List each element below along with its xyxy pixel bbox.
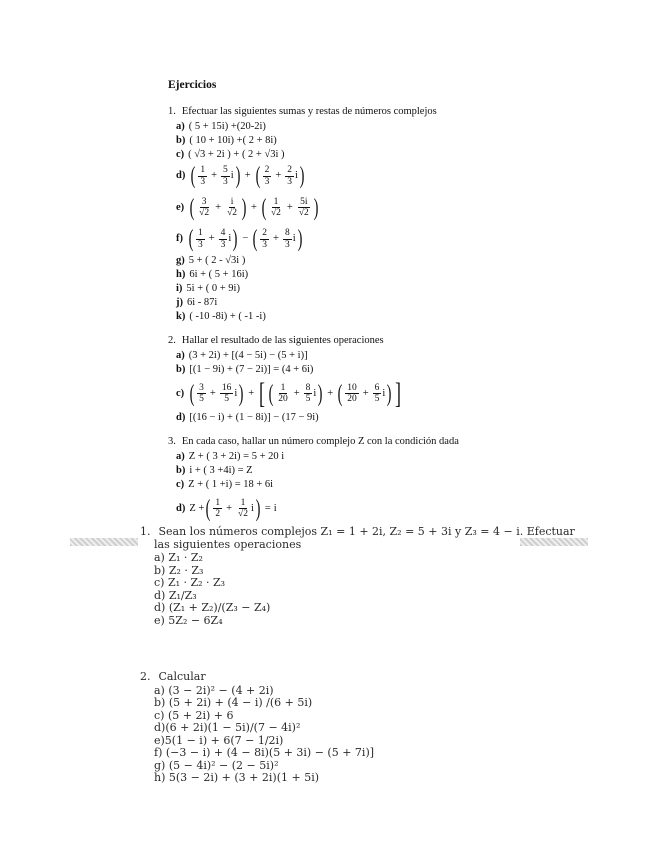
question-2: 2. Hallar el resultado de las siguientes operaciones a) (3 + 2i) + [(4 − 5i) − (5 + i)] b) [(1 − 9i) + (7 − 2i)] = (4 + 6i) c) ( $\frac{3}{5}$ + $\frac{16}{5}$ i ) + [ ( $\frac{1}{20}$ + $\frac{8}{5}$ i ) + ( $\frac{10}{20}$ + $\frac{6}{5}$ i ) ] d) [(16 − i) + (1 − 8i)] − (17 − 9i): [168, 335, 459, 424]
question-text: Efectuar las siguientes sumas y restas de números complejos: [181, 106, 437, 118]
list-item: g) (5 − 4i)² − (2 − 5i)²: [154, 758, 279, 772]
exercises-section: [168, 79, 459, 537]
question-2: 2. Calcular: [140, 670, 206, 684]
list-item: e)5(1 − i) + 6(7 − 1/2i): [154, 733, 284, 747]
item-j: j) 6i - 87i: [176, 296, 218, 308]
question-number: 1.: [168, 106, 176, 118]
question-1: [168, 106, 459, 323]
item-b: b) i + ( 3 +4i) = Z: [176, 464, 253, 476]
item-a: a) (3 + 2i) + [(4 − 5i) − (5 + i)]: [176, 349, 308, 361]
question-text: Sean los números complejos Z₁ = 1 + 2i, Z₂ = 5 + 3i y Z₃ = 4 − i. Efectuar: [158, 525, 575, 538]
section-title: Ejercicios: [168, 79, 217, 91]
item-c: c) Z + ( 1 +i) = 18 + 6i: [176, 478, 274, 490]
list-item: e) 5Z₂ − 6Z₄: [154, 613, 223, 627]
item-d: d) ( $\frac{1}{3}$ + $\frac{5}{3}$ i ) + ( $\frac{2}{3}$ + $\frac{2}{3}$ i ): [176, 163, 305, 190]
item-d: d) Z + ( $\frac{1}{2}$ + $\frac{1}{√2}$ i ) = i: [176, 495, 277, 522]
item-i: i) 5i + ( 0 + 9i): [176, 282, 240, 294]
item-e: e) ( $\frac{3}{√2}$ + $\frac{i}{√2}$ ) + ( $\frac{1}{√2}$ + $\frac{5i}{√2}$ ): [176, 194, 319, 221]
question-1: 1. Sean los números complejos Z₁ = 1 + 2i, Z₂ = 5 + 3i y Z₃ = 4 − i. Efectuar: [140, 525, 575, 538]
item-g: g) 5 + ( 2 - √3i ): [176, 254, 246, 266]
list-item: h) 5(3 − 2i) + (3 + 2i)(1 + 5i): [154, 771, 320, 785]
list-item: b) (5 + 2i) + (4 − i) /(6 + 5i): [154, 696, 313, 710]
question-1-items: [140, 551, 575, 626]
question-2-items: [140, 684, 575, 784]
question-text-cont: las siguientes operaciones: [154, 538, 302, 552]
list-item: d) (Z₁ + Z₂)/(Z₃ − Z₄): [154, 601, 271, 615]
list-item: c) Z₁ · Z₂ · Z₃: [154, 576, 226, 590]
list-item: d) Z₁/Z₃: [154, 588, 197, 602]
list-item: b) Z₂ · Z₃: [154, 563, 204, 577]
item-c: c) ( √3 + 2i ) + ( 2 + √3i ): [176, 148, 285, 160]
item-d: d) [(16 − i) + (1 − 8i)] − (17 − 9i): [176, 411, 319, 423]
divider-left: [70, 538, 138, 546]
list-item: f) (−3 − i) + (4 − 8i)(5 + 3i) − (5 + 7i)]: [154, 746, 375, 760]
question-3: 3. En cada caso, hallar un número complejo Z con la condición dada a) Z + ( 3 + 2i) = 5 + 20 i b) i + ( 3 +4i) = Z c) Z + ( 1 +i) = 18 + 6i d) Z + ( $\frac{1}{2}$ + $\frac{1}{√2}$ i ) = i: [168, 436, 459, 525]
question-text: Hallar el resultado de las siguientes operaciones: [181, 335, 384, 347]
item-h: h) 6i + ( 5 + 16i): [176, 268, 249, 280]
item-a: a) Z + ( 3 + 2i) = 5 + 20 i: [176, 450, 285, 462]
list-item: a) Z₁ · Z₂: [154, 551, 203, 565]
item-k: k) ( -10 -8i) + ( -1 -i): [176, 310, 266, 322]
list-item: c) (5 + 2i) + 6: [154, 708, 234, 722]
item-b: b) [(1 − 9i) + (7 − 2i)] = (4 + 6i): [176, 363, 314, 375]
item-c: c) ( $\frac{3}{5}$ + $\frac{16}{5}$ i ) + [ ( $\frac{1}{20}$ + $\frac{8}{5}$ i ) + ( $\frac{10}{20}$ + $\frac{6}{5}$ i ) ]: [176, 376, 402, 410]
item-f: f) ( $\frac{1}{3}$ + $\frac{4}{3}$ i ) − ( $\frac{2}{3}$ + $\frac{8}{3}$ i ): [176, 226, 303, 253]
list-item: a) (3 − 2i)² − (4 + 2i): [154, 683, 274, 697]
item-b: b) ( 10 + 10i) +( 2 + 8i): [176, 134, 277, 146]
list-item: d)(6 + 2i)(1 − 5i)/(7 − 4i)²: [154, 721, 301, 735]
question-text: En cada caso, hallar un número complejo Z con la condición dada: [181, 436, 459, 448]
item-a: a) ( 5 + 15i) +(20-2i): [176, 120, 266, 132]
question-text: Calcular: [158, 670, 206, 684]
second-exercises: [140, 525, 575, 784]
